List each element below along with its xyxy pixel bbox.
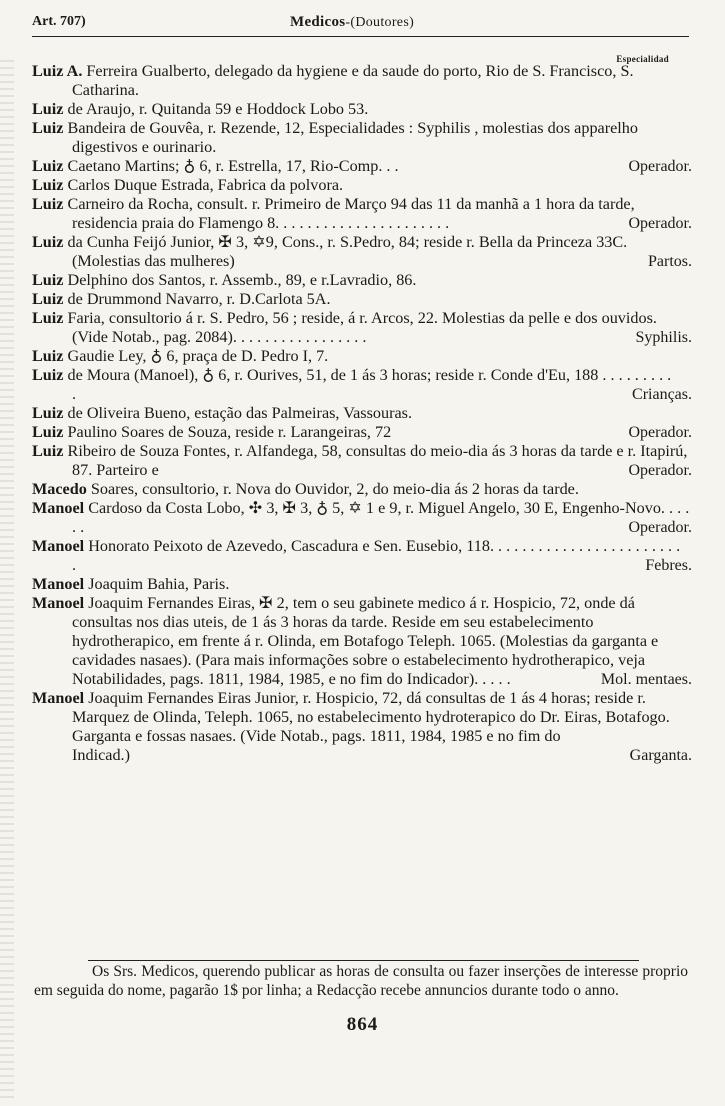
entry-details: Soares, consultorio, r. Nova do Ouvidor, 2, do meio-dia ás 2 horas da tarde. bbox=[86, 480, 579, 498]
doctor-entry bbox=[32, 442, 692, 480]
entry-details: da Cunha Feijó Junior, ✠ 3, ✡9, Cons., r. S.Pedro, 84; reside r. Bella da Princeza 33C. (Molestias das mulheres) bbox=[63, 233, 628, 270]
entry-text bbox=[32, 442, 687, 479]
header-rule bbox=[32, 36, 689, 37]
entry-details: Ribeiro de Souza Fontes, r. Alfandega, 58, consultas do meio-dia ás 3 horas da tarde e r. Itapirú, 87. Parteiro e bbox=[63, 442, 688, 479]
entry-text bbox=[32, 499, 689, 536]
doctor-entry bbox=[32, 537, 692, 575]
section-title-main: Medicos bbox=[290, 14, 346, 30]
doctor-entry bbox=[32, 290, 692, 309]
doctor-entry bbox=[32, 575, 692, 594]
footnote-rule bbox=[88, 960, 639, 961]
doctor-entry bbox=[32, 176, 692, 195]
doctor-name: Luiz bbox=[32, 404, 64, 422]
page-number: 864 bbox=[346, 1014, 379, 1035]
entry-text bbox=[32, 157, 507, 175]
doctor-name: Luiz bbox=[32, 442, 64, 460]
doctor-entry bbox=[32, 309, 692, 347]
entry-text bbox=[32, 271, 524, 289]
doctor-entry bbox=[32, 271, 692, 290]
entry-details: Delphino dos Santos, r. Assemb., 89, e r.Lavradio, 86. bbox=[63, 271, 417, 289]
entry-details: Joaquim Fernandes Eiras Junior, r. Hospicio, 72, dá consultas de 1 ás 4 horas; reside r. Marquez de Olinda, Teleph. 1065, no estabelecimento hydroterapico do Dr. Eiras, Botafogo. Garganta e fossas nasaes. (Vide Notab., pags. 1811, 1984, 1985 e no fim do Indicad.) bbox=[72, 689, 670, 764]
doctor-entry bbox=[32, 594, 692, 689]
entry-details: Joaquim Fernandes Eiras, ✠ 2, tem o seu gabinete medico á r. Hospicio, 72, onde dá consultas nos dias uteis, de 1 ás 3 horas da tarde. Reside em seu estabelecimento hydrotherapico, em frente á r. Olinda, em Botafogo Teleph. 1065. (Molestias da garganta e cavidades nasaes). (Para mais informações sobre o estabelecimento hydrotherapico, veja Notabilidades, pags. 1811, 1984, 1985, e no fim do Indicador). . . . . bbox=[72, 594, 659, 688]
entry-text bbox=[32, 176, 451, 194]
doctor-entry bbox=[32, 404, 692, 423]
entry-details: de Drummond Navarro, r. D.Carlota 5A. bbox=[63, 290, 331, 308]
doctor-entry bbox=[32, 233, 692, 271]
entry-details: Carneiro da Rocha, consult. r. Primeiro de Março 94 das 11 da manhã a 1 hora da tarde, residencia praia do Flamengo 8. . . . . . . . . . . . . . . . . . . . . . bbox=[63, 195, 635, 232]
entry-text bbox=[32, 537, 680, 574]
entry-text bbox=[32, 480, 687, 498]
doctor-name: Luiz bbox=[32, 271, 64, 289]
doctor-name: Luiz bbox=[32, 366, 64, 384]
doctor-entry bbox=[32, 423, 692, 442]
specialty-label: Crianças. bbox=[632, 386, 692, 403]
entry-details: Cardoso da Costa Lobo, ✣ 3, ✠ 3, ♁ 5, ✡ 1 e 9, r. Miguel Angelo, 30 E, Engenho-Novo. . . . . . bbox=[72, 499, 690, 536]
doctor-name: Luiz bbox=[32, 290, 64, 308]
entry-details: Gaudie Ley, ♁ 6, praça de D. Pedro I, 7. bbox=[63, 347, 329, 365]
doctor-list bbox=[32, 62, 692, 765]
entry-text bbox=[32, 119, 638, 156]
specialty-label: Mol. mentaes. bbox=[600, 671, 692, 688]
entry-text bbox=[32, 366, 671, 403]
doctor-entry bbox=[32, 689, 692, 765]
doctor-name: Luiz bbox=[32, 195, 64, 213]
entry-text bbox=[32, 423, 499, 441]
specialty-label: Partos. bbox=[648, 253, 692, 270]
footnote: Os Srs. Medicos, querendo publicar as horas de consulta ou fazer inserções de interesse proprio em seguida do nome, pagarão 1$ por linha; a Redacção recebe annuncios durante todo o anno. bbox=[34, 963, 688, 999]
section-title-sub: -(Doutores) bbox=[345, 15, 415, 30]
entry-text bbox=[32, 689, 670, 764]
entry-text bbox=[32, 62, 634, 99]
entry-text bbox=[32, 594, 658, 688]
entry-details: Faria, consultorio á r. S. Pedro, 56 ; reside, á r. Arcos, 22. Molestias da pelle e dos ouvidos. (Vide Notab., pag. 2084). . . . . . . . . . . . . . . . . bbox=[63, 309, 657, 346]
entry-details: Carlos Duque Estrada, Fabrica da polvora. bbox=[63, 176, 344, 194]
specialty-label: Operador. bbox=[628, 158, 692, 175]
entry-text bbox=[32, 290, 439, 308]
entry-text bbox=[32, 347, 436, 365]
doctor-name: Luiz bbox=[32, 347, 64, 365]
entry-details: de Moura (Manoel), ♁ 6, r. Ourives, 51, de 1 ás 3 horas; reside r. Conde d'Eu, 188 . . . . . . . . . . bbox=[63, 366, 672, 403]
doctor-entry bbox=[32, 347, 692, 366]
entry-text bbox=[32, 309, 657, 346]
entry-text bbox=[32, 195, 635, 232]
specialty-label: Operador. bbox=[628, 215, 692, 232]
specialty-label: Operador. bbox=[628, 462, 692, 479]
doctor-name: Manoel bbox=[32, 575, 85, 593]
doctor-name: Luiz A. bbox=[32, 62, 83, 80]
doctor-name: Luiz bbox=[32, 176, 64, 194]
doctor-name: Manoel bbox=[32, 537, 85, 555]
entry-details: Joaquim Bahia, Paris. bbox=[84, 575, 230, 593]
doctor-name: Manoel bbox=[32, 499, 85, 517]
entry-details: Bandeira de Gouvêa, r. Rezende, 12, Especialidades : Syphilis , molestias dos apparelho digestivos e ourinario. bbox=[63, 119, 638, 156]
entry-details: Caetano Martins; ♁ 6, r. Estrella, 17, Rio-Comp. . . bbox=[63, 157, 399, 175]
doctor-entry bbox=[32, 119, 692, 157]
doctor-name: Luiz bbox=[32, 119, 64, 137]
doctor-entry bbox=[32, 499, 692, 537]
doctor-entry bbox=[32, 100, 692, 119]
doctor-entry bbox=[32, 366, 692, 404]
section-title bbox=[290, 14, 414, 31]
entry-details: de Oliveira Bueno, estação das Palmeiras, Vassouras. bbox=[63, 404, 413, 422]
doctor-name: Manoel bbox=[32, 594, 85, 612]
doctor-name: Luiz bbox=[32, 100, 64, 118]
specialty-label: Operador. bbox=[628, 519, 692, 536]
specialty-label: Syphilis. bbox=[635, 329, 692, 346]
doctor-name: Luiz bbox=[32, 157, 64, 175]
doctor-name: Luiz bbox=[32, 233, 64, 251]
entry-text bbox=[32, 575, 337, 593]
specialty-label: Garganta. bbox=[629, 747, 692, 764]
doctor-entry bbox=[32, 62, 692, 100]
entry-details: Paulino Soares de Souza, reside r. Larangeiras, 72 bbox=[63, 423, 392, 441]
specialty-label: Operador. bbox=[628, 424, 692, 441]
entry-details: Honorato Peixoto de Azevedo, Cascadura e Sen. Eusebio, 118. . . . . . . . . . . . . . . . . . . . . . . . . bbox=[72, 537, 681, 574]
entry-text bbox=[32, 233, 627, 270]
specialty-label: Febres. bbox=[645, 557, 692, 574]
doctor-entry bbox=[32, 157, 692, 176]
entry-details: Ferreira Gualberto, delegado da hygiene e da saude do porto, Rio de S. Francisco, S. Catharina. bbox=[72, 62, 634, 99]
doctor-name: Luiz bbox=[32, 423, 64, 441]
doctor-entry bbox=[32, 480, 692, 499]
entry-details: de Araujo, r. Quitanda 59 e Hoddock Lobo 53. bbox=[63, 100, 369, 118]
article-number: Art. 707) bbox=[32, 14, 86, 29]
entry-text bbox=[32, 100, 476, 118]
doctor-entry bbox=[32, 195, 692, 233]
specialty-column-header: Especialidad bbox=[616, 54, 669, 64]
entry-text bbox=[32, 404, 520, 422]
doctor-name: Luiz bbox=[32, 309, 64, 327]
doctor-name: Macedo bbox=[32, 480, 87, 498]
page-header bbox=[32, 14, 695, 34]
page-edge-texture bbox=[0, 60, 14, 1100]
doctor-name: Manoel bbox=[32, 689, 85, 707]
